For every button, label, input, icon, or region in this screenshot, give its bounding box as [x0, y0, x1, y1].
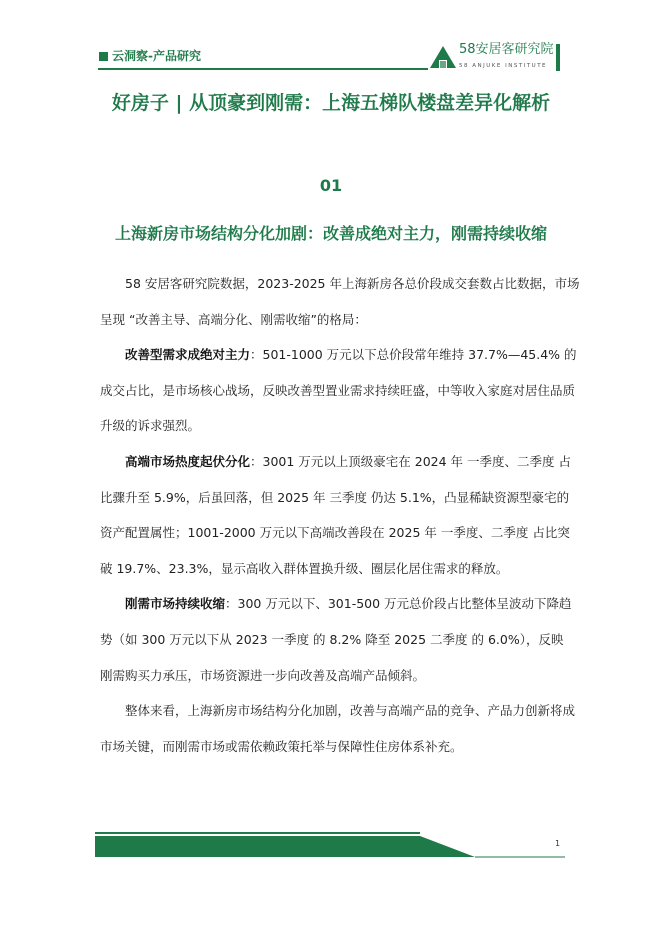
paragraph-heading: 刚需市场持续收缩	[125, 596, 226, 612]
header-square-icon	[99, 52, 108, 61]
paragraph-line	[100, 452, 572, 488]
body-text	[100, 274, 580, 772]
logo	[430, 44, 552, 72]
header-section-label: 云洞察-产品研究	[112, 49, 201, 63]
paragraph-line: 呈现 “改善主导、高端分化、刚需收缩”的格局：	[100, 311, 367, 327]
paragraph-line: 升级的诉求强烈。	[100, 418, 201, 434]
paragraph-line-text: ：300 万元以下、301-500 万元总价段占比整体呈波动下降趋	[225, 596, 572, 612]
paragraph-line: 破 19.7%、23.3%，显示高收入群体置换升级、圈层化居住需求的释放。	[100, 560, 509, 576]
paragraph-line: 市场关键，而刚需市场或需依赖政策托举与保障性住房体系补充。	[100, 738, 463, 754]
paragraph-line: 刚需购买力承压，市场资源进一步向改善及高端产品倾斜。	[100, 667, 426, 683]
page-title: 好房子 | 从顶豪到刚需：上海五梯队楼盘差异化解析	[111, 92, 551, 114]
footer-line	[95, 832, 420, 834]
page-number: 1	[555, 839, 561, 848]
paragraph-line	[100, 345, 577, 381]
paragraph-line: 比骤升至 5.9%，后虽回落，但 2025 年 三季度 仍达 5.1%，凸显稀缺资源型豪宅的	[100, 489, 570, 505]
section-number: 01	[319, 176, 343, 195]
paragraph-line: 资产配置属性；1001-2000 万元以下高端改善段在 2025 年 一季度、二季度 占比突	[100, 525, 570, 541]
paragraph-heading: 高端市场热度起伏分化	[125, 453, 251, 469]
paragraph-line-text: ：3001 万元以上顶级豪宅在 2024 年 一季度、二季度 占	[250, 453, 572, 469]
logo-text-en: 58 ANJUKE INSTITUTE	[459, 63, 548, 69]
paragraph-heading: 改善型需求成绝对主力	[125, 347, 251, 363]
header-accent-bar	[556, 44, 560, 71]
paragraph-line: 势（如 300 万元以下从 2023 一季度 的 8.2% 降至 2025 二季度 的 6.0%），反映	[100, 631, 564, 647]
paragraph-line-text: ：501-1000 万元以下总价段常年维持 37.7%—45.4% 的	[250, 347, 577, 363]
logo-text-cn: 58安居客研究院	[459, 42, 554, 57]
section-subtitle: 上海新房市场结构分化加剧：改善成绝对主力，刚需持续收缩	[114, 224, 547, 243]
paragraph-line: 58 安居客研究院数据，2023-2025 年上海新房各总价段成交套数占比数据，市场	[125, 276, 580, 291]
logo-mark-icon	[430, 46, 456, 68]
paragraph-line: 整体来看，上海新房市场结构分化加剧，改善与高端产品的竞争、产品力创新将成	[125, 703, 576, 719]
footer-band	[95, 835, 567, 859]
paragraph-line	[100, 594, 572, 630]
paragraph-line: 成交占比，是市场核心战场，反映改善型置业需求持续旺盛，中等收入家庭对居住品质	[100, 382, 576, 398]
header-divider	[98, 68, 428, 70]
